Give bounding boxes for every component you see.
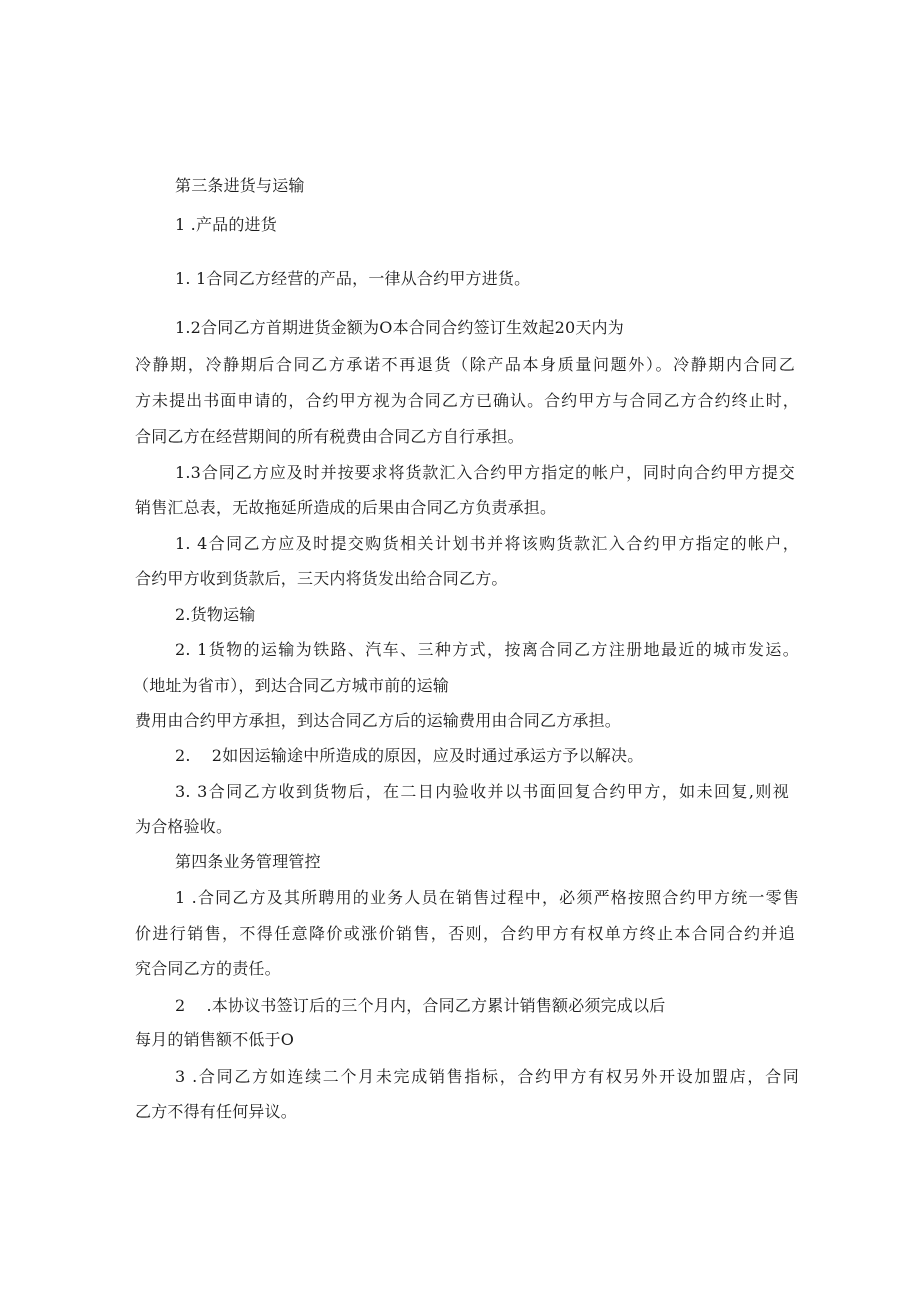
clause-4-2-line-1: 2 .本协议书签订后的三个月内，合同乙方累计销售额必须完成以后: [175, 996, 666, 1015]
section-3-heading: 第三条进货与运输: [175, 176, 305, 195]
clause-1-4-line-2: 合约甲方收到货款后，三天内将货发出给合同乙方。: [135, 569, 508, 588]
clause-1-3-line-2: 销售汇总表，无故拖延所造成的后果由合同乙方负责承担。: [135, 498, 557, 517]
clause-1-2-line-2: 冷静期，冷静期后合同乙方承诺不再退货（除产品本身质量问题外）。冷静期内合同乙: [135, 355, 795, 374]
clause-1-4-line-1: 1. 4合同乙方应及时提交购货相关计划书并将该购货款汇入合约甲方指定的帐户，: [175, 534, 799, 553]
clause-2-heading: 2.货物运输: [175, 605, 256, 624]
clause-1-heading: 1 .产品的进货: [175, 215, 277, 234]
clause-2-1-line-2: （地址为省市），到达合同乙方城市前的运输: [133, 676, 450, 695]
clause-2-1-line-1: 2. 1货物的运输为铁路、汽车、三种方式，按离合同乙方注册地最近的城市发运。: [175, 640, 799, 659]
clause-3-3-line-2: 为合格验收。: [135, 817, 233, 836]
clause-1-1: 1. 1合同乙方经营的产品，一律从合约甲方进货。: [175, 269, 531, 288]
clause-1-2-line-3: 方未提出书面申请的，合约甲方视为合同乙方已确认。合约甲方与合同乙方合约终止时，: [135, 391, 799, 410]
clause-4-1-line-2: 价进行销售，不得任意降价或涨价销售，否则，合约甲方有权单方终止本合同合约并追: [135, 924, 795, 943]
section-4-heading: 第四条业务管理管控: [175, 852, 321, 871]
clause-4-3-line-1: 3 .合同乙方如连续二个月未完成销售指标，合约甲方有权另外开设加盟店，合同: [175, 1067, 799, 1086]
clause-4-2-line-2: 每月的销售额不低于O: [135, 1030, 295, 1049]
clause-4-3-line-2: 乙方不得有任何异议。: [135, 1102, 298, 1121]
clause-1-3-line-1: 1.3合同乙方应及时并按要求将货款汇入合约甲方指定的帐户，同时向合约甲方提交: [175, 463, 795, 482]
clause-2-1-line-3: 费用由合约甲方承担，到达合同乙方后的运输费用由合同乙方承担。: [135, 711, 622, 730]
clause-4-1-line-3: 究合同乙方的责任。: [135, 959, 281, 978]
clause-2-2: 2. 2如因运输途中所造成的原因，应及时通过承运方予以解决。: [175, 746, 644, 765]
clause-1-2-line-1: 1.2合同乙方首期进货金额为O本合同合约签订生效起20天内为: [175, 318, 624, 337]
clause-3-3-line-1: 3. 3合同乙方收到货物后，在二日内验收并以书面回复合约甲方，如未回复,则视: [175, 782, 789, 801]
clause-4-1-line-1: 1 .合同乙方及其所聘用的业务人员在销售过程中，必须严格按照合约甲方统一零售: [175, 888, 799, 907]
clause-1-2-line-4: 合同乙方在经营期间的所有税费由合同乙方自行承担。: [135, 427, 524, 446]
